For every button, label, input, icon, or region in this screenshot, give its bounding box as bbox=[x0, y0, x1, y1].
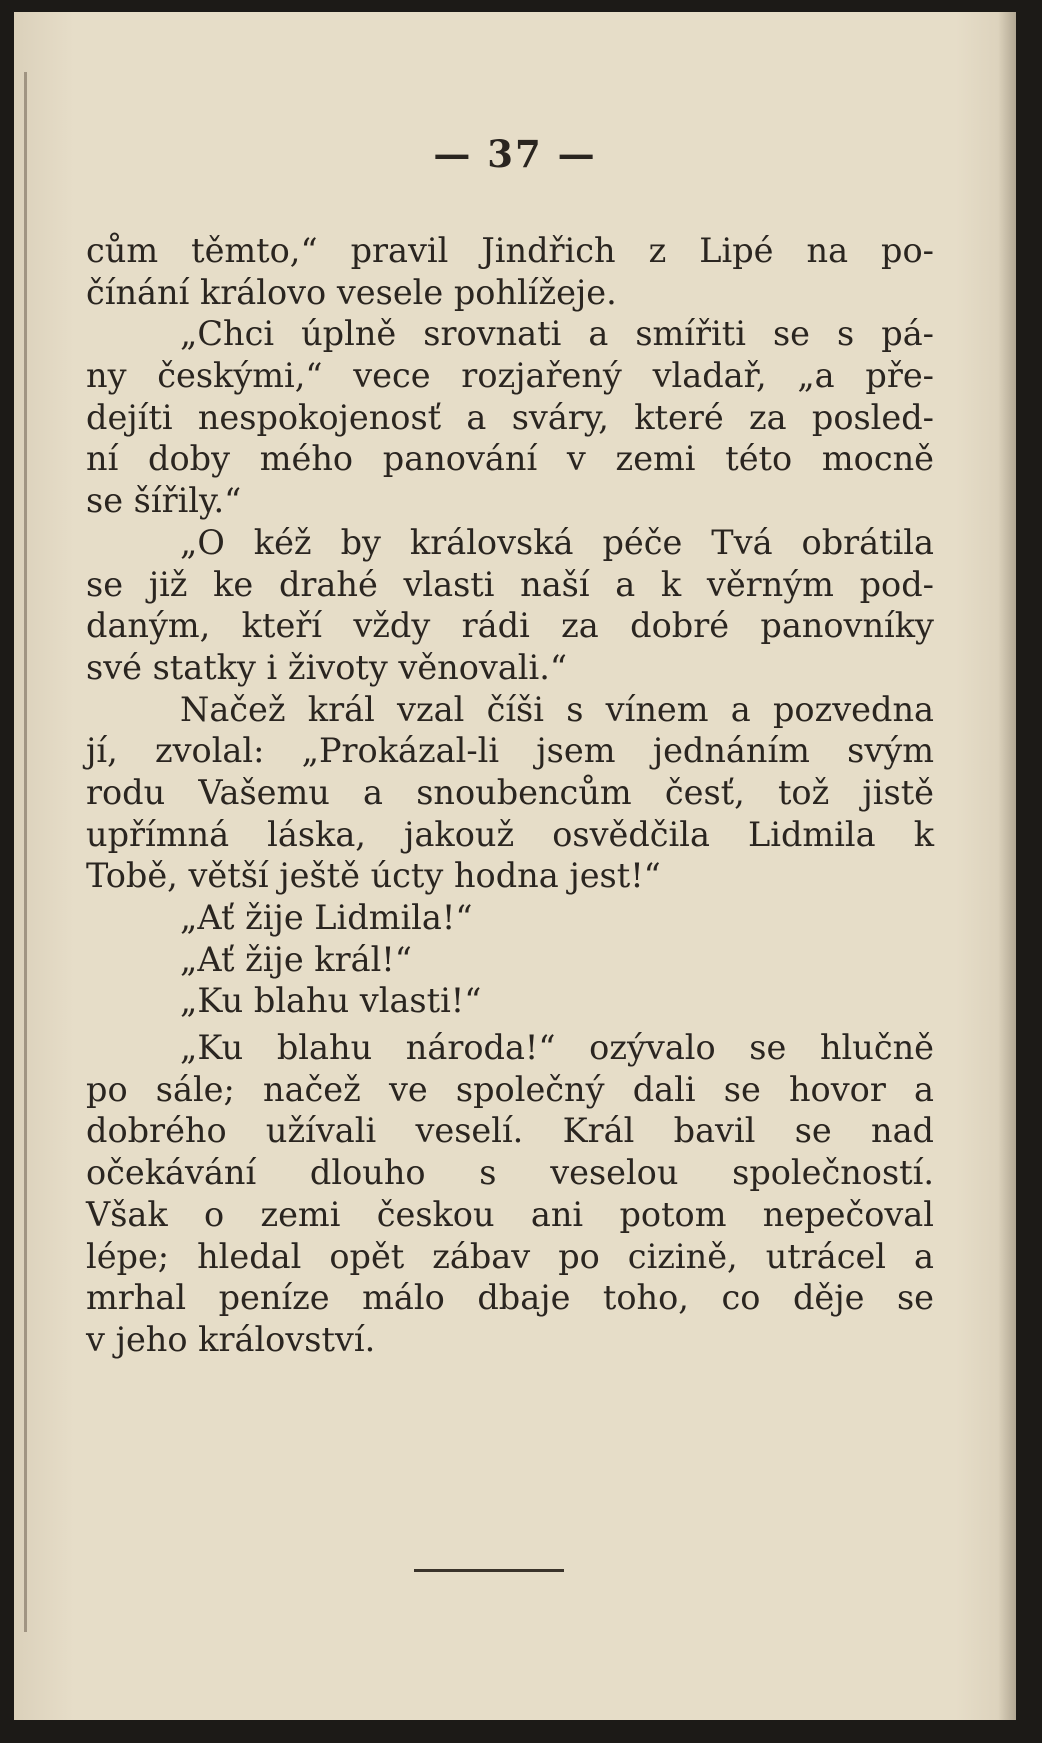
text-line: „Ku blahu vlasti!“ bbox=[180, 981, 482, 1021]
text-line: dejíti nespokojenosť a sváry, které za posled- bbox=[86, 397, 934, 437]
text-line: Načež král vzal číši s vínem a pozvedna bbox=[180, 689, 934, 729]
text-line: se šířily.“ bbox=[86, 481, 242, 521]
text-line: rodu Vašemu a snoubencům česť, tož jistě bbox=[86, 772, 934, 812]
text-line: se již ke drahé vlasti naší a k věrným pod- bbox=[86, 564, 934, 604]
text-line: čínání královo vesele pohlížeje. bbox=[86, 272, 617, 312]
text-line: po sále; načež ve společný dali se hovor a bbox=[86, 1069, 934, 1109]
text-line: daným, kteří vždy rádi za dobré panovníky bbox=[86, 606, 934, 646]
text-line: „Chci úplně srovnati a smířiti se s pá- bbox=[180, 314, 934, 354]
text-line: „Ku blahu národa!“ ozývalo se hlučně bbox=[180, 1028, 934, 1068]
text-line: cům těmto,“ pravil Jindřich z Lipé na po- bbox=[86, 231, 934, 270]
page-number: — 37 — bbox=[433, 132, 597, 176]
text-line: „Ať žije Lidmila!“ bbox=[180, 898, 473, 937]
text-line: ny českými,“ vece rozjařený vladař, „a pře- bbox=[86, 356, 934, 396]
book-page bbox=[14, 12, 1016, 1720]
text-line: upřímná láska, jakouž osvědčila Lidmila k bbox=[86, 814, 934, 854]
text-line: „Ať žije král!“ bbox=[180, 939, 412, 979]
page-edge-shadow bbox=[998, 12, 1016, 1720]
binding-edge bbox=[24, 72, 27, 1632]
text-line: své statky i životy věnovali.“ bbox=[86, 647, 568, 687]
text-line: očekávání dlouho s veselou společností. bbox=[86, 1153, 934, 1193]
text-line: dobrého užívali veselí. Král bavil se nad bbox=[86, 1111, 934, 1151]
text-line: mrhal peníze málo dbaje toho, co děje se bbox=[86, 1278, 934, 1318]
text-line: Tobě, větší ještě úcty hodna jest!“ bbox=[86, 856, 661, 896]
text-line: jí, zvolal: „Prokázal-li jsem jednáním svým bbox=[86, 731, 934, 771]
text-line: lépe; hledal opět zábav po cizině, utrácel a bbox=[86, 1236, 934, 1276]
text-line: Však o zemi českou ani potom nepečoval bbox=[86, 1194, 934, 1234]
text-line: „O kéž by královská péče Tvá obrátila bbox=[180, 522, 934, 562]
text-line: v jeho království. bbox=[86, 1319, 376, 1359]
body-text bbox=[86, 230, 934, 1361]
end-rule bbox=[414, 1569, 564, 1572]
text-line: ní doby mého panování v zemi této mocně bbox=[86, 439, 934, 479]
